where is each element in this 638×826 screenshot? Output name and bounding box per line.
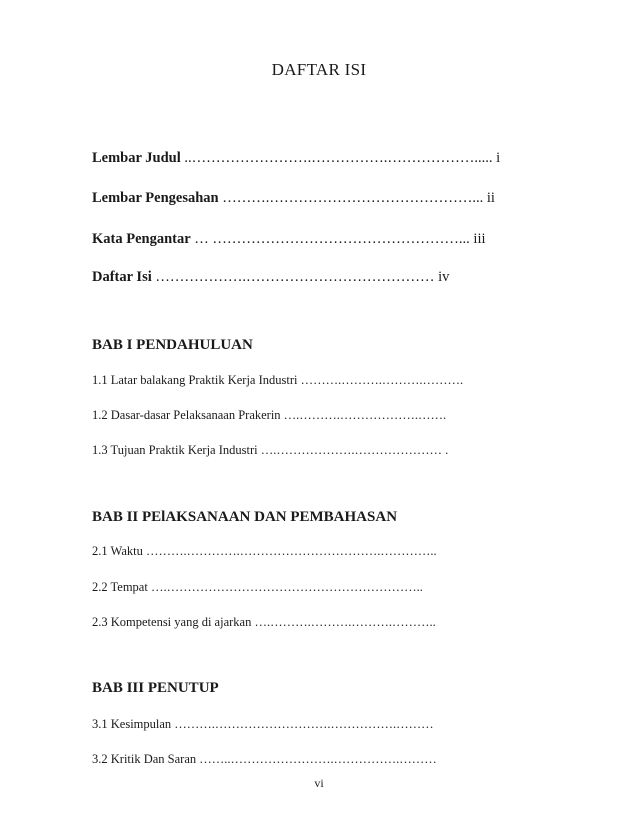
toc-entry-lembar-pengesahan[interactable] (92, 190, 495, 207)
page-number: vi (314, 776, 324, 790)
toc-leader: ……….……………………………………... (218, 190, 487, 206)
toc-subentry[interactable]: 2.3 Kompetensi yang di ajarkan ….……….……….……….……….. (92, 615, 436, 629)
chapter-heading-bab-i: BAB I PENDAHULUAN (92, 337, 253, 353)
toc-subentry[interactable]: 2.1 Waktu ……….………….…………………………….………….. (92, 544, 437, 558)
toc-page-number: ii (486, 190, 495, 206)
page-title: DAFTAR ISI (271, 60, 367, 79)
toc-page-number: i (496, 150, 501, 166)
toc-leader: ..…………………….…………….………………..... (180, 150, 497, 166)
toc-leader: … ……………………………………………... (190, 231, 474, 247)
toc-subentry[interactable]: 3.1 Kesimpulan ……….……………………….…………….……… (92, 717, 434, 731)
toc-entry-label: Daftar Isi (92, 269, 152, 285)
toc-entry-label: Lembar Judul (92, 150, 181, 166)
toc-leader: ……………….………………………………… (151, 269, 439, 285)
toc-subentry[interactable]: 3.2 Kritik Dan Saran ……..…………………….…………….……… (92, 752, 437, 766)
toc-page-number: iii (473, 231, 486, 247)
toc-entry-label: Lembar Pengesahan (92, 190, 219, 206)
toc-subentry[interactable]: 1.3 Tujuan Praktik Kerja Industri ….……………….………………… . (92, 443, 449, 457)
toc-entry-lembar-judul[interactable] (92, 150, 500, 167)
chapter-heading-bab-ii: BAB II PElAKSANAAN DAN PEMBAHASAN (92, 509, 398, 525)
toc-entry-kata-pengantar[interactable] (92, 231, 486, 248)
toc-subentry[interactable]: 2.2 Tempat ….…………………………………………………….. (92, 580, 423, 594)
toc-entry-label: Kata Pengantar (92, 231, 191, 247)
toc-subentry[interactable]: 1.1 Latar balakang Praktik Kerja Industri ……….……….……….………. (92, 373, 464, 387)
toc-entry-daftar-isi[interactable] (92, 269, 449, 286)
chapter-heading-bab-iii: BAB III PENUTUP (92, 680, 219, 696)
toc-subentry[interactable]: 1.2 Dasar-dasar Pelaksanaan Prakerin ….……….……………….……. (92, 408, 447, 422)
toc-page-number: iv (438, 269, 450, 285)
